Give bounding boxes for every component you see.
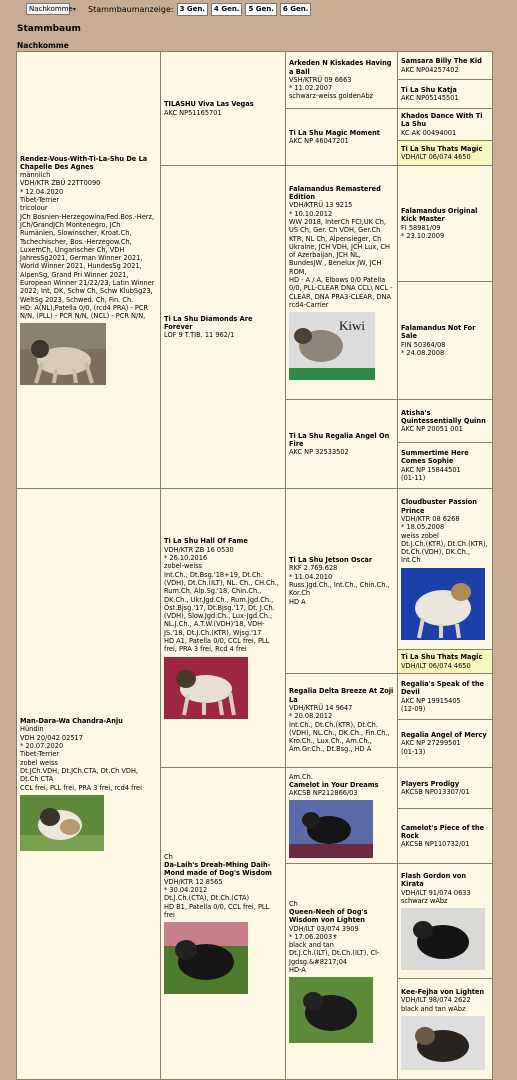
pedigree-cell-gen4-1	[397, 51, 493, 80]
dog-details: AKC NP 15844501 (01-11)	[401, 465, 461, 482]
dog-details: AKC NP 27299501 (01-13)	[401, 739, 461, 756]
dog-photo[interactable]	[164, 922, 248, 994]
pedigree-cell-dam-dam	[160, 767, 286, 1080]
dog-name[interactable]: Ti La Shu Diamonds Are Forever	[164, 314, 253, 331]
pedigree-cell-gen4-10	[397, 649, 493, 674]
dog-details: VDH/ILT 06/074 4650	[401, 153, 471, 161]
pedigree-cell-gen3-8	[285, 863, 398, 1080]
dog-photo[interactable]	[401, 1016, 485, 1070]
pedigree-cell-gen3-2	[285, 108, 398, 166]
dog-photo[interactable]	[401, 568, 485, 640]
dog-details: AKCSB NP013307/01	[401, 788, 470, 796]
dog-name[interactable]: Regalia's Speak of the Devil	[401, 679, 485, 697]
pedigree-cell-gen3-5	[285, 488, 398, 674]
pedigree-cell-gen4-4	[397, 140, 493, 166]
pedigree-cell-gen4-2	[397, 79, 493, 109]
dog-name[interactable]: Ti La Shu Regalia Angel On Fire	[289, 431, 390, 448]
pedigree-cell-sire-dam	[160, 165, 286, 489]
offspring-heading: Nachkomme	[17, 41, 69, 50]
dog-details: AKC NP 32533502	[289, 448, 349, 457]
dog-name[interactable]: Falamandus Remastered Edition	[289, 184, 381, 202]
dog-name[interactable]: Queen-Neeh of Dog's Wisdom von Lighten	[289, 907, 368, 925]
pedigree-cell-gen4-7	[397, 399, 493, 443]
dog-name[interactable]: Ti La Shu Hall Of Fame	[164, 537, 248, 546]
pedigree-cell-gen3-7	[285, 767, 398, 864]
toolbar	[26, 2, 314, 16]
dog-name[interactable]: Kee-Fejha von Lighten	[401, 988, 485, 997]
title-prefix: Ch	[289, 899, 298, 908]
dog-photo[interactable]	[289, 800, 373, 858]
dog-details: VDH/KTR ZB 16 0530 * 26.10.2016 zobel-weiss Int.Ch., Dt.Bsg.'18+19, Dt.Ch.(VDH), Dt.Ch.(ILT), NL. Ch., CH.Ch., Rum.Ch, Alp.Sg.'18, Chin.Ch., DK.Ch., Ukr.Jgd.Ch., Rum.Jgd.Ch., Öst.Bjsg.'17, Dt.Bjsg.'17, Dt. J.Ch.(VDH), Slow.Jgd.Ch., Lux-Jgd.Ch., NL.J.Ch., A.T.W.(VDH)'18, VDH-JS.'18, Dt.J.Ch.(KTR), Wjsg.'17 HD A1, Patella 0/0, CCL frei, PLL frei, PRA 3 frei, Rcd 4 frei	[164, 545, 279, 654]
dog-name[interactable]: Ti La Shu Thats Magic	[401, 144, 483, 153]
page-title: Stammbaum	[17, 24, 81, 34]
pedigree-cell-gen4-6	[397, 281, 493, 400]
pedigree-cell-dam	[16, 488, 161, 1080]
offspring-select-value: Nachkomme	[29, 5, 73, 13]
dog-details: VDH/ILT 06/074 4650	[401, 661, 471, 670]
title-prefix: Am.Ch.	[289, 772, 313, 781]
dog-name[interactable]: Falamandus Not For Sale	[401, 323, 476, 341]
dog-name[interactable]: Camelot's Piece of the Rock	[401, 823, 485, 840]
dog-name[interactable]: Ti La Shu Magic Moment	[289, 128, 380, 137]
dog-name[interactable]: Cloudbuster Passion Prince	[401, 498, 477, 515]
photo-caption: Kiwi	[339, 318, 365, 334]
pedigree-cell-gen4-12	[397, 719, 493, 768]
dog-name[interactable]: Summertime Here Comes Sophie	[401, 448, 469, 466]
dog-name[interactable]: Ti La Shu Katja	[401, 85, 457, 94]
gen-6-button[interactable]: 6 Gen.	[280, 3, 311, 16]
dog-details: männlich VDH/KTR ZBÜ 22TT0090 * 12.04.2020 Tibet-Terrier tricolour JCh Bosnien-Herzegowina/Fed.Bos.-Herz, JCh/GrandJCh Montenegro, JCh Rumänien, Slowinscher, Kroat.Ch, Tschechischer, Bos.-Herzegow.Ch, LuxemCh, Ungarischer Ch, VDH JahresSg2021, German Winner 2021, World Winner 2021, HundesSg 2021, AlpenSg, Grand Pri Winner 2021, European Winner 21/22/23, Latin Winner 2022, Int, DK, Schw Ch, Schw KlubSg23, WeltSg 2023, Schwed. Ch, Fin. Ch. HD: A(NL),Patella 0/0, (rcd4 PRA) - PCR N/N, (PLL) - PCR N/N, (NCL) - PCR N/N,	[20, 171, 155, 321]
pedigree-cell-gen4-11	[397, 673, 493, 720]
dog-details: AKCSB NP110732/01	[401, 840, 470, 849]
dog-name[interactable]: Ti La Shu Thats Magic	[401, 653, 483, 662]
title-prefix: Ch	[164, 852, 173, 861]
dog-details: VSH/KTRÜ 09 6663 * 11.02.2007 schwarz-weiss goldenAbz	[289, 75, 374, 101]
dog-details: AKC NP04257402	[401, 65, 459, 74]
pedigree-cell-gen4-9	[397, 488, 493, 650]
pedigree-cell-gen3-1	[285, 51, 398, 109]
pedigree-cell-gen4-14	[397, 808, 493, 864]
pedigree-cell-gen4-8	[397, 442, 493, 489]
dog-name[interactable]: Rendez-Vous-With-Ti-La-Shu De La Chapelle Des Agnes	[20, 154, 148, 171]
dog-photo[interactable]	[401, 908, 485, 970]
dog-name[interactable]: TILASHU Viva Las Vegas	[164, 100, 254, 109]
gen-4-button[interactable]: 4 Gen.	[211, 3, 242, 16]
dog-details: KC AK 00494001	[401, 128, 457, 137]
pedigree-cell-gen4-16	[397, 978, 493, 1080]
dog-name[interactable]: Khados Dance With Ti La Shu	[401, 112, 483, 129]
dog-photo[interactable]	[164, 657, 248, 719]
dog-name[interactable]: Regalia Angel of Mercy	[401, 731, 487, 740]
dog-name[interactable]: Samsara Billy The Kid	[401, 57, 482, 66]
dog-name[interactable]: Man-Dara-Wa Chandra-Anju	[20, 717, 123, 726]
dog-details: Hündin VDH 20/042 02517 * 20.07.2020 Tibet-Terrier zobel weiss Dt.JCh.VDH, Dt.JCh.CTA, Dt.Ch VDH, Dt.Ch CTA CCL frei, PLL frei, PRA 3 frei, rcd4 frei	[20, 725, 142, 792]
dog-details: LOF 9 T.TIB. 11 962/1	[164, 331, 235, 340]
dog-photo[interactable]	[289, 312, 375, 380]
dog-details: VDH/KTR 12 8565 * 30.04.2012 Dt.J.Ch.(CTA), Dt.Ch.(CTA) HD B1, Patella 0/0, CCL frei, PLL frei	[164, 877, 270, 919]
dog-name[interactable]: Da-Laih's Dreah-Mhing Daih-Mond made of Dog's Wisdom	[164, 861, 272, 878]
dog-details: FIN 50364/08 * 24.08.2008	[401, 340, 446, 357]
dog-details: VDH/KTRÜ 14 9647 * 20.08.2012 Int.Ch., Dt.Ch.(KTR), Dt.Ch.(VDH), NL.Ch., DK.Ch., Fin.Ch., Kro.Ch., Lux.Ch., Am.Ch., Am.Gr.Ch., Dt.Bsg., HD A	[289, 703, 390, 754]
gen-5-button[interactable]: 5 Gen.	[245, 3, 276, 16]
dog-details: AKC NP51165701	[164, 108, 222, 117]
dog-details: AKCSB NP212866/03	[289, 789, 358, 798]
dog-name[interactable]: Falamandus Original Kick Master	[401, 206, 478, 224]
dog-details: VDH/KTR 08 6268 * 18.05.2008 weiss zobel Dt.J.Ch.(KTR), Dt.Ch.(KTR), Dt.Ch.(VDH), DK.Ch., Int.Ch	[401, 514, 488, 565]
pedigree-cell-dam-sire	[160, 488, 286, 768]
offspring-select[interactable]	[26, 3, 76, 15]
dog-details: AKC NP 46047201	[289, 137, 349, 145]
dog-details: VDH/ILT 98/074 2622 black and tan wAbz	[401, 996, 471, 1013]
dog-name[interactable]: Ti La Shu Jetson Oscar	[289, 556, 373, 565]
generation-label: Stammbaumanzeige:	[88, 4, 174, 14]
pedigree-cell-gen4-13	[397, 767, 493, 809]
pedigree-cell-gen4-3	[397, 108, 493, 141]
pedigree-cell-gen4-15	[397, 863, 493, 979]
dog-name[interactable]: Camelot in Your Dreams	[289, 780, 379, 789]
pedigree-cell-sire-sire	[160, 51, 286, 166]
dog-details: VDH/ILT 91/074 0633 schwarz wAbz	[401, 888, 471, 905]
dog-photo[interactable]	[289, 977, 373, 1043]
dog-name[interactable]: Flash Gordon von Kirata	[401, 871, 467, 889]
dog-details: VDH/ILT 03/074 3909 * 17.06.2003✝ black and tan Dt.J.Ch.(ILT), Dt.Ch.(ILT), Cl-Jgdsg.&#8217;04 HD-A	[289, 924, 380, 975]
dog-details: AKC NP 19915405 (12-09)	[401, 696, 461, 713]
dog-details: AKC NP05145501	[401, 94, 459, 102]
pedigree-cell-gen3-4	[285, 399, 398, 489]
dog-name[interactable]: Arkeden N Kiskades Having a Ball	[289, 59, 392, 76]
pedigree-cell-sire	[16, 51, 161, 489]
gen-3-button[interactable]: 3 Gen.	[177, 3, 208, 16]
dog-name[interactable]: Atisha's Quintessentially Quinn	[401, 408, 486, 425]
dog-details: VDH/KTRÜ 13 9215 * 10.10.2012 WW 2018, InterCh FCI,UK Ch, US Ch, Ger. Ch VDH, Ger.Ch KTR, NL Ch, Alpensieger, Ch Ukraine, JCH VDH, JCH Lux, CH of Azerbaijan, JCH NL, BundesJW , Benelux JW, JCH ROM, HD - A / A, Elbows 0/0 Patella 0/0, PLL-CLEAR DNA CCL\ NCL -CLEAR, DNA PRA3-CLEAR, DNA rcd4-Carrier	[289, 201, 393, 309]
pedigree-cell-gen4-5	[397, 165, 493, 282]
dog-details: RKF 2.769.628 * 11.04.2010 Russ.Jgd.Ch., Int.Ch., Chin.Ch., Kor.Ch HD A	[289, 564, 390, 606]
dog-photo[interactable]	[20, 795, 104, 851]
dog-details: AKC NP 20051 001	[401, 425, 463, 434]
dog-name[interactable]: Regalia Delta Breeze At Zoji La	[289, 687, 394, 704]
chevron-down-icon: ▾	[72, 5, 76, 13]
pedigree-cell-gen3-6	[285, 673, 398, 768]
dog-details: FI 58981/09 * 23.10.2009	[401, 223, 445, 240]
pedigree-cell-gen3-3	[285, 165, 398, 400]
dog-name[interactable]: Players Prodigy	[401, 779, 460, 788]
dog-photo[interactable]	[20, 323, 106, 385]
